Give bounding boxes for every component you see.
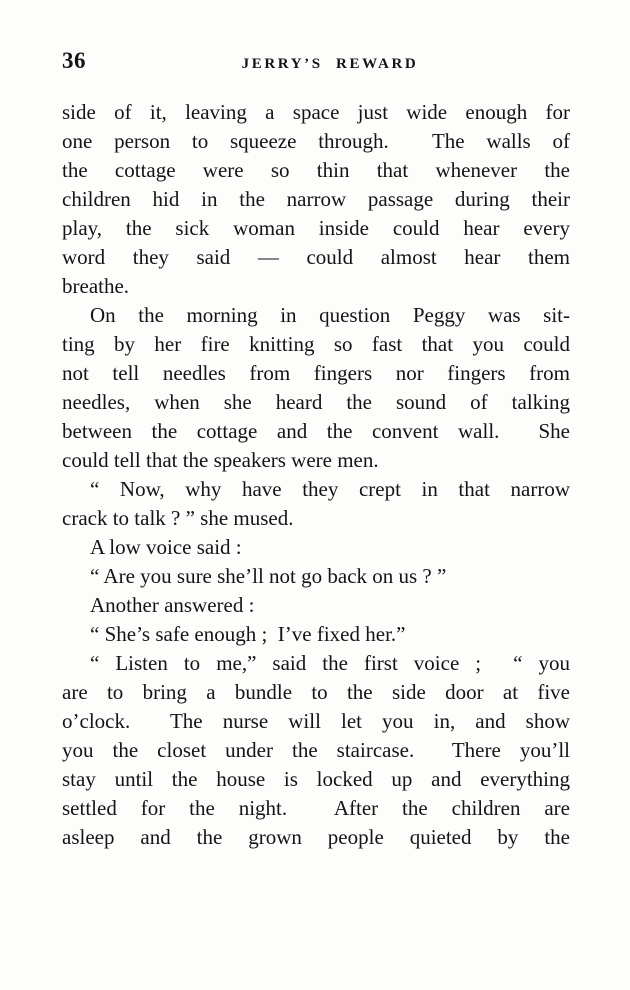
text-line: “ She’s safe enough ; I’ve fixed her.” (90, 622, 406, 646)
text-line: you the closet under the staircase. There you’ll (62, 738, 570, 762)
text-line: word they said — could almost hear them (62, 245, 570, 269)
page-header (62, 48, 570, 74)
page-body (62, 98, 570, 852)
text-line: could tell that the speakers were men. (62, 448, 379, 472)
text-line: needles, when she heard the sound of talking (62, 390, 570, 414)
page-number: 36 (62, 48, 86, 73)
text-line: children hid in the narrow passage during their (62, 187, 570, 211)
text-line: stay until the house is locked up and everything (62, 767, 570, 791)
text-line: one person to squeeze through. The walls of (62, 129, 570, 153)
text-line: ting by her fire knitting so fast that you could (62, 332, 570, 356)
running-head: JERRY’S REWARD (241, 56, 419, 72)
text-line: not tell needles from fingers nor fingers from (62, 361, 570, 385)
text-line: play, the sick woman inside could hear every (62, 216, 570, 240)
text-line: are to bring a bundle to the side door at five (62, 680, 570, 704)
text-line: asleep and the grown people quieted by the (62, 825, 570, 849)
text-line: settled for the night. After the children are (62, 796, 570, 820)
text-line: Another answered : (90, 593, 255, 617)
text-line: side of it, leaving a space just wide enough for (62, 100, 570, 124)
text-line: breathe. (62, 274, 130, 298)
text-line: “ Listen to me,” said the first voice ; “ you (90, 651, 570, 675)
text-line: between the cottage and the convent wall. She (62, 419, 570, 443)
text-line: “ Are you sure she’ll not go back on us ? ” (90, 564, 447, 588)
text-line: crack to talk ? ” she mused. (62, 506, 294, 530)
text-line: o’clock. The nurse will let you in, and show (62, 709, 570, 733)
text-line: A low voice said : (90, 535, 242, 559)
text-line: the cottage were so thin that whenever the (62, 158, 570, 182)
text-line: On the morning in question Peggy was sit- (90, 303, 570, 327)
text-line: “ Now, why have they crept in that narrow (90, 477, 570, 501)
